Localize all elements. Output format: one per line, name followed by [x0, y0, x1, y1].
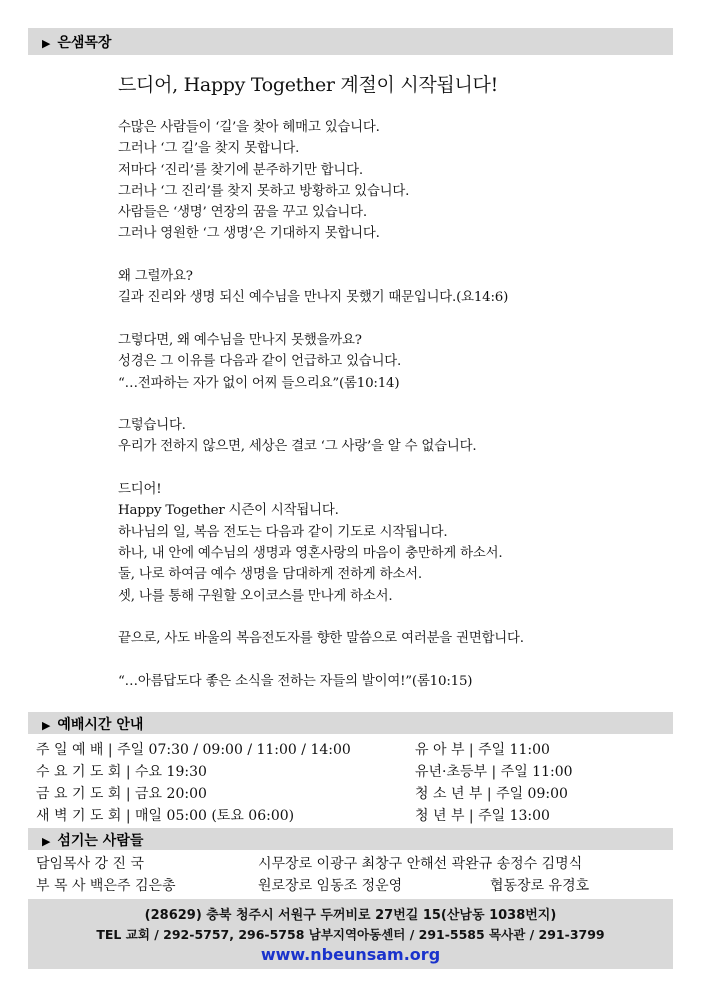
- staff-associate-pastor: 부 목 사 백은주 김은총: [36, 878, 176, 894]
- triangle-right-icon: ▶: [42, 37, 51, 50]
- body-line: 하나, 내 안에 예수님의 생명과 영혼사랑의 마음이 충만하게 하소서.: [118, 545, 503, 561]
- paragraph-gap: [118, 245, 638, 266]
- body-line: “…아름답도다 좋은 소식을 전하는 자들의 발이여!”(롬10:15): [118, 673, 473, 689]
- triangle-right-icon: ▶: [42, 835, 51, 848]
- section-title: 예배시간 안내: [57, 717, 144, 733]
- body-line: 그렇다면, 왜 예수님을 만나지 못했을까요?: [118, 332, 362, 348]
- body-line: 그러나 영원한 ‘그 생명’은 기대하지 못합니다.: [118, 226, 380, 242]
- department-row: 청 년 부 | 주일 13:00: [415, 808, 550, 824]
- department-row: 유년·초등부 | 주일 11:00: [415, 764, 573, 780]
- staff-cooperating-elder: 협동장로 유경호: [490, 878, 590, 894]
- triangle-right-icon: ▶: [42, 719, 51, 732]
- worship-row: 금 요 기 도 회 | 금요 20:00: [36, 786, 207, 802]
- staff-elders: 시무장로 이광구 최창구 안해선 곽완규 송정수 김명식: [258, 856, 583, 872]
- footer-address: (28629) 충북 청주시 서원구 두꺼비로 27번길 15(산남동 1038번지): [144, 908, 557, 923]
- footer-phones: TEL 교회 / 292-5757, 296-5758 남부지역아동센터 / 291-5585 목사관 / 291-3799: [96, 927, 605, 942]
- body-line: 셋, 나를 통해 구원할 오이코스를 만나게 하소서.: [118, 588, 393, 604]
- worship-row: 새 벽 기 도 회 | 매일 05:00 (토요 06:00): [36, 808, 295, 824]
- body-line: 그렇습니다.: [118, 418, 186, 434]
- paragraph-gap: [118, 309, 638, 330]
- body-line: 왜 그럴까요?: [118, 269, 193, 285]
- paragraph-gap: [118, 458, 638, 479]
- section-title: 은샘목장: [57, 35, 112, 51]
- staff-emeritus-elders: 원로장로 임동조 정운영: [258, 878, 403, 894]
- worship-row: 주 일 예 배 | 주일 07:30 / 09:00 / 11:00 / 14:00: [36, 742, 351, 758]
- body-line: 수많은 사람들이 ‘길’을 찾아 헤매고 있습니다.: [118, 120, 380, 135]
- body-line: 둘, 나로 하여금 예수 생명을 담대하게 전하게 하소서.: [118, 567, 422, 583]
- department-row: 청 소 년 부 | 주일 09:00: [415, 786, 568, 802]
- staff-pastor: 담임목사 강 진 국: [36, 856, 145, 872]
- body-line: 그러나 ‘그 길’을 찾지 못합니다.: [118, 141, 300, 157]
- body-text: [118, 117, 638, 692]
- section-header-eunsaem: [28, 28, 673, 55]
- body-line: “…전파하는 자가 없이 어찌 들으리요”(롬10:14): [118, 375, 400, 391]
- paragraph-gap: [118, 649, 638, 670]
- body-line: 그러나 ‘그 진리’를 찾지 못하고 방황하고 있습니다.: [118, 183, 410, 199]
- paragraph-gap: [118, 607, 638, 628]
- body-line: 우리가 전하지 않으면, 세상은 결코 ‘그 사랑’을 알 수 없습니다.: [118, 439, 477, 455]
- paragraph-gap: [118, 394, 638, 415]
- section-title: 섬기는 사람들: [57, 833, 144, 849]
- department-row: 유 아 부 | 주일 11:00: [415, 742, 550, 758]
- body-line: 저마다 ‘진리’를 찾기에 분주하기만 합니다.: [118, 162, 363, 178]
- section-header-worship: [28, 712, 673, 734]
- body-line: 드디어!: [118, 482, 162, 498]
- body-line: 성경은 그 이유를 다음과 같이 언급하고 있습니다.: [118, 354, 402, 370]
- headline: 드디어, Happy Together 계절이 시작됩니다!: [118, 74, 498, 96]
- section-header-staff: [28, 828, 673, 850]
- website-link[interactable]: www.nbeunsam.org: [260, 945, 441, 964]
- footer: [28, 899, 673, 969]
- body-line: 끝으로, 사도 바울의 복음전도자를 향한 말씀으로 여러분을 권면합니다.: [118, 631, 524, 647]
- body-line: 하나님의 일, 복음 전도는 다음과 같이 기도로 시작됩니다.: [118, 524, 448, 540]
- body-line: 사람들은 ‘생명’ 연장의 꿈을 꾸고 있습니다.: [118, 205, 367, 221]
- body-line: Happy Together 시즌이 시작됩니다.: [118, 503, 339, 519]
- worship-row: 수 요 기 도 회 | 수요 19:30: [36, 764, 207, 780]
- body-line: 길과 진리와 생명 되신 예수님을 만나지 못했기 때문입니다.(요14:6): [118, 290, 509, 306]
